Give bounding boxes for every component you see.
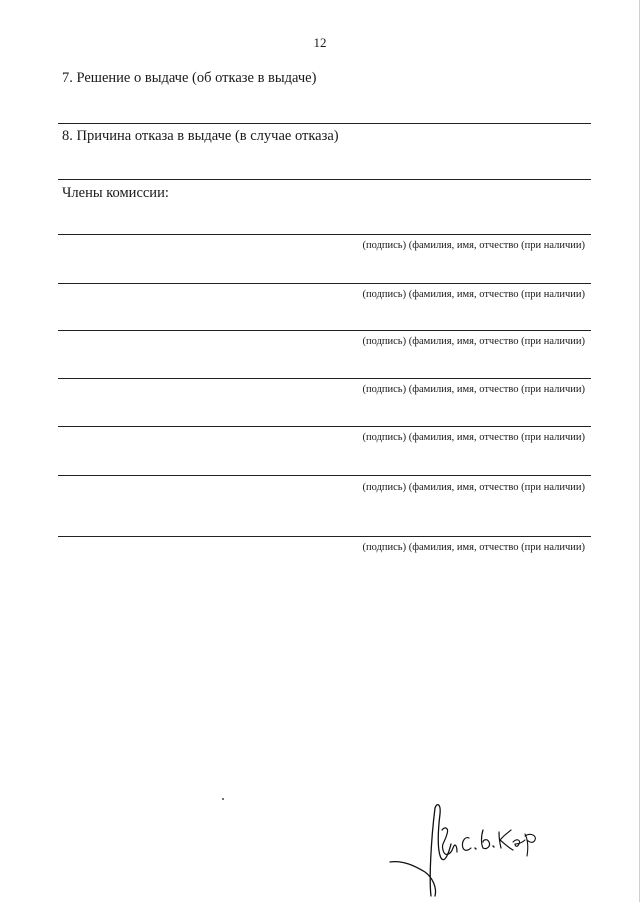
section-8-answer-line: [58, 179, 591, 180]
signature-caption-2: (подпись) (фамилия, имя, отчество (при наличии): [362, 289, 585, 300]
section-7-title: 7. Решение о выдаче (об отказе в выдаче): [62, 70, 317, 86]
signature-caption-7: (подпись) (фамилия, имя, отчество (при наличии): [362, 542, 585, 553]
section-7-answer-line: [58, 123, 591, 124]
signature-line-5: [58, 426, 591, 427]
signature-line-4: [58, 378, 591, 379]
signature-caption-4: (подпись) (фамилия, имя, отчество (при наличии): [362, 384, 585, 395]
section-8-title: 8. Причина отказа в выдаче (в случае отказа): [62, 128, 339, 144]
signature-line-1: [58, 234, 591, 235]
handwritten-signature-image: [385, 800, 545, 900]
commission-members-title: Члены комиссии:: [62, 185, 169, 201]
signature-line-6: [58, 475, 591, 476]
signature-caption-6: (подпись) (фамилия, имя, отчество (при наличии): [362, 482, 585, 493]
signature-line-7: [58, 536, 591, 537]
page-number: 12: [313, 35, 327, 50]
signature-caption-5: (подпись) (фамилия, имя, отчество (при наличии): [362, 432, 585, 443]
scan-speck: [222, 798, 224, 800]
signature-caption-1: (подпись) (фамилия, имя, отчество (при наличии): [362, 240, 585, 251]
signature-caption-3: (подпись) (фамилия, имя, отчество (при наличии): [362, 336, 585, 347]
signature-line-2: [58, 283, 591, 284]
signature-line-3: [58, 330, 591, 331]
